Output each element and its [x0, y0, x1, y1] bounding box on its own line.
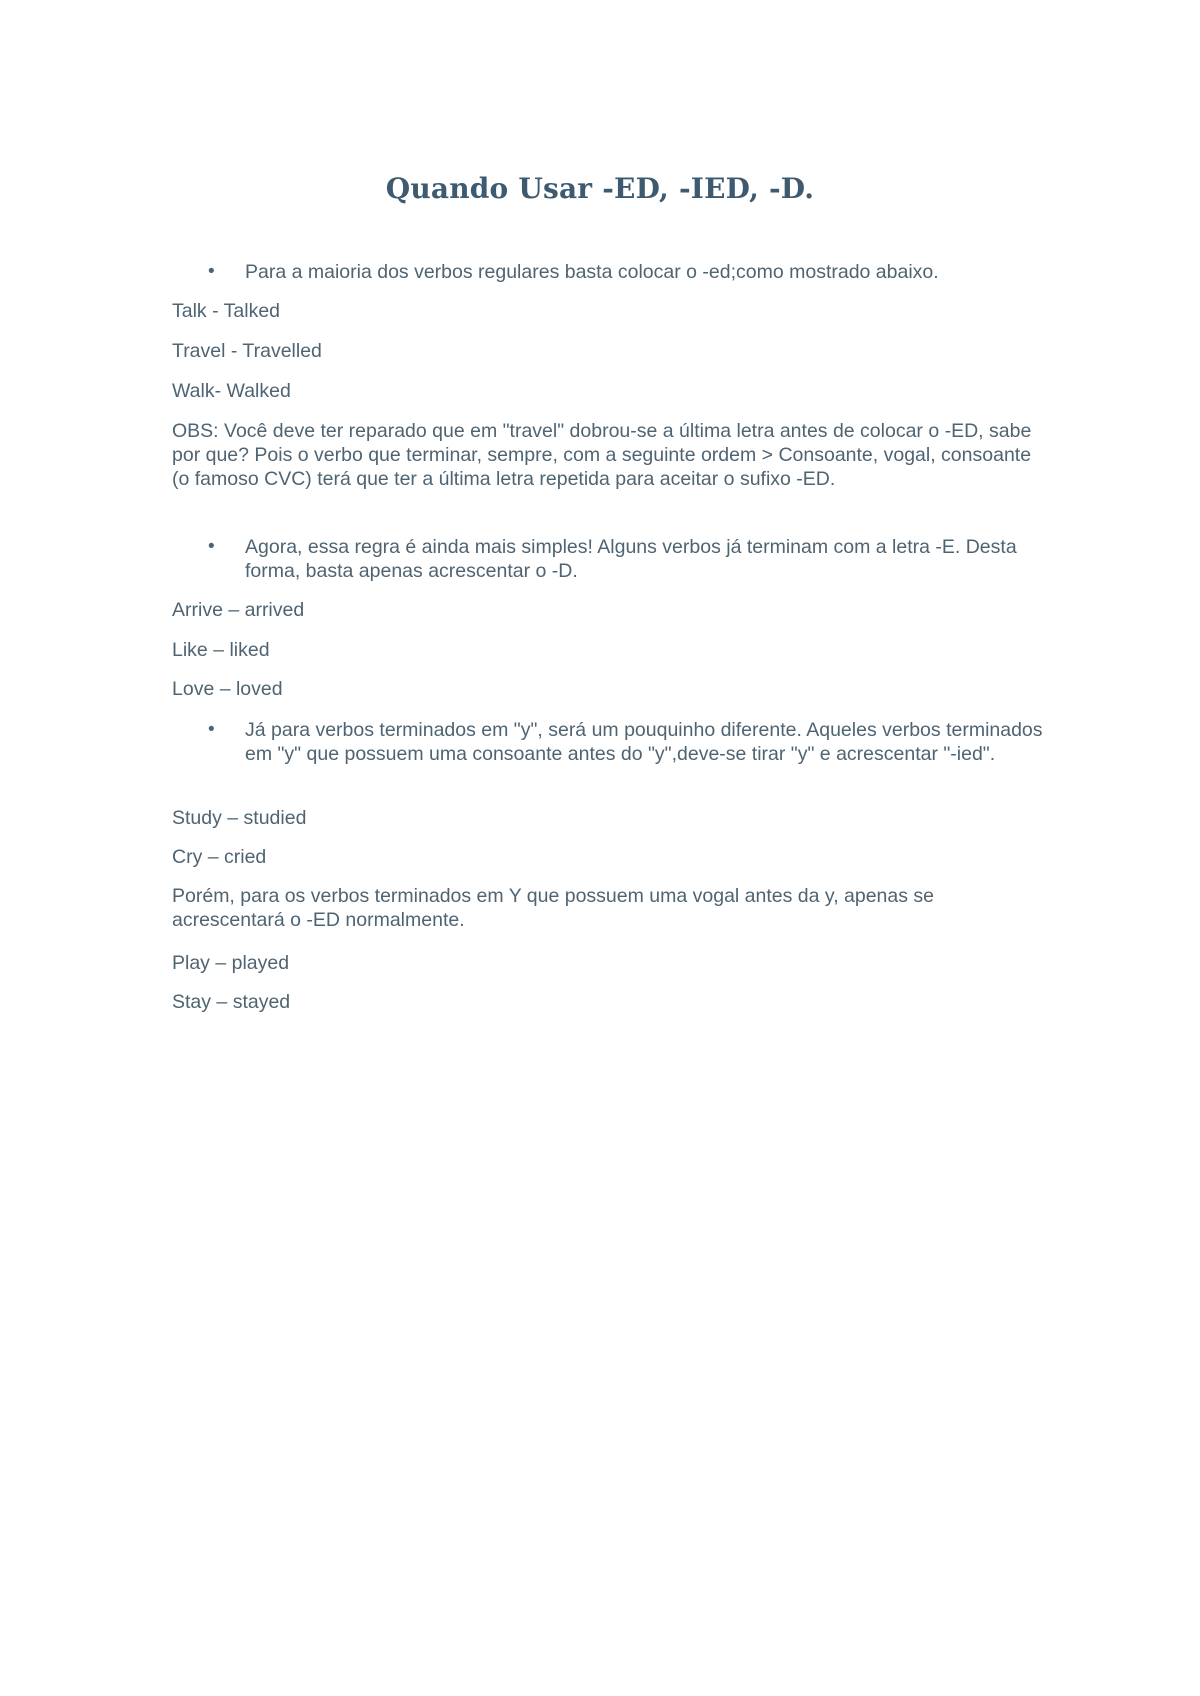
example-walk: Walk- Walked [172, 380, 291, 402]
bullet-icon: • [208, 719, 215, 740]
example-like: Like – liked [172, 639, 270, 661]
bullet-icon: • [208, 261, 215, 282]
example-stay: Stay – stayed [172, 991, 291, 1013]
bullet-icon: • [208, 536, 215, 557]
example-cry: Cry – cried [172, 846, 267, 868]
obs-paragraph: OBS: Você deve ter reparado que em "travel" dobrou-se a última letra antes de colocar o -ED, sabe por que? Pois o verbo que terminar, sempre, com a seguinte ordem > Consoante, vogal, consoante (o famoso CVC) terá que ter a última letra repetida para aceitar o sufixo -ED. [172, 420, 1032, 490]
example-play: Play – played [172, 952, 290, 974]
rule-2-text: Agora, essa regra é ainda mais simples! Alguns verbos já terminam com a letra -E. Desta forma, basta apenas acrescentar o -D. [245, 536, 1017, 582]
example-study: Study – studied [172, 807, 307, 829]
document-title: Quando Usar -ED, -IED, -D. [385, 172, 815, 205]
example-talk: Talk - Talked [172, 300, 281, 322]
example-arrive: Arrive – arrived [172, 599, 305, 621]
example-love: Love – loved [172, 678, 283, 700]
rule-3-text: Já para verbos terminados em "y", será um pouquinho diferente. Aqueles verbos terminados em "y" que possuem uma consoante antes do "y",deve-se tirar "y" e acrescentar "-ied". [245, 719, 1043, 765]
porem-paragraph: Porém, para os verbos terminados em Y que possuem uma vogal antes da y, apenas se acrescentará o -ED normalmente. [172, 885, 935, 931]
rule-1-text: Para a maioria dos verbos regulares basta colocar o -ed;como mostrado abaixo. [245, 261, 939, 283]
example-travel: Travel - Travelled [172, 340, 322, 362]
